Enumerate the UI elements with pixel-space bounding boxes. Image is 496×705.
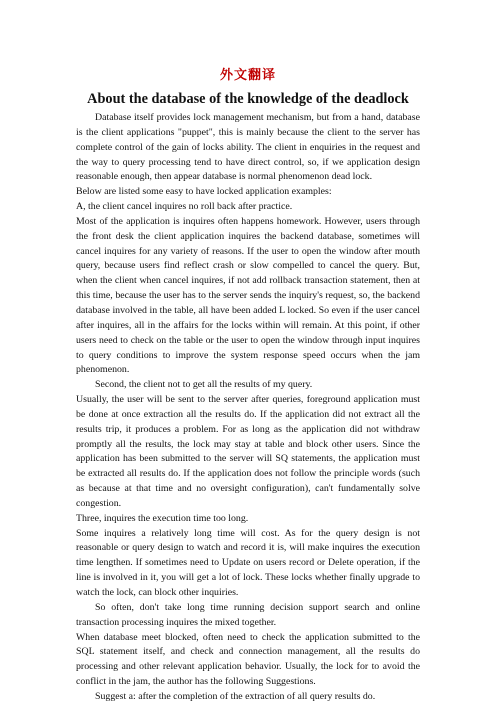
body-paragraph: Usually, the user will be sent to the server after queries, foreground application must be done at once extraction all the results do. If the application did not extract all the results trip, it produces a problem. For as long as the application did not withdraw promptly all the results, the lock may stay at table and block other users. Since the application has been submitted to the server will SQ statements, the application must be extracted all results do. If the application does not follow the principle words (such as because at that time and no oversight configuration), can't fundamentally solve congestion. [76, 394, 420, 509]
body-paragraph: Three, inquires the execution time too long. [76, 512, 249, 524]
body-paragraph: Most of the application is inquires often happens homework. However, users through the front desk the client application inquires the backend database, sometimes will cancel inquires for any variety of reasons. If the user to open the window after mouth query, because users find reflect crash or slow compelled to cancel the query. But, when the client when cancel inquires, if not add rollback transaction statement, then at this time, because the user has to the server sends the inquiry's request, so, the backend database involved in the table, all have been added L locked. So even if the user cancel after inquires, all in the affairs for the locks within will remain. At this point, if other users need to check on the table or the user to open the window through input inquires to query conditions to improve the system response speed occurs when the jam phenomenon. [76, 215, 420, 376]
body-paragraph: Below are listed some easy to have locked application examples: [76, 186, 332, 198]
document-body [76, 111, 420, 705]
body-paragraph: Some inquires a relatively long time will cost. As for the query design is not reasonable or query design to watch and record it is, will make inquires the execution time lengthen. If sometimes need to Update on users record or Delete operation, if the line is involved in it, you will get a lot of lock. These locks whether finally upgrade to watch the lock, can block other inquiries. [76, 527, 420, 598]
body-paragraph: Second, the client not to get all the results of my query. [95, 379, 313, 391]
body-paragraph: So often, don't take long time running decision support search and online transaction processing inquires the mixed together. [76, 601, 420, 628]
body-paragraph: Suggest a: after the completion of the extraction of all query results do. [95, 690, 376, 702]
body-paragraph: A, the client cancel inquires no roll back after practice. [76, 201, 293, 213]
body-paragraph: Database itself provides lock management mechanism, but from a hand, database is the client applications "puppet", this is mainly because the client to the server has complete control of the gain of locks ability. The client in enquiries in the request and the way to query processing tend to have direct control, so, if we application design reasonable enough, then appear database is normal phenomenon dead lock. [76, 112, 420, 183]
chinese-title: 外文翻译 [219, 68, 276, 83]
document-title: About the database of the knowledge of the deadlock [87, 91, 409, 107]
body-paragraph: When database meet blocked, often need to check the application submitted to the SQL statement itself, and check and connection management, all the results do processing and other relevant application behavior. Usually, the lock for to avoid the conflict in the jam, the author has the following Suggestions. [76, 631, 420, 688]
